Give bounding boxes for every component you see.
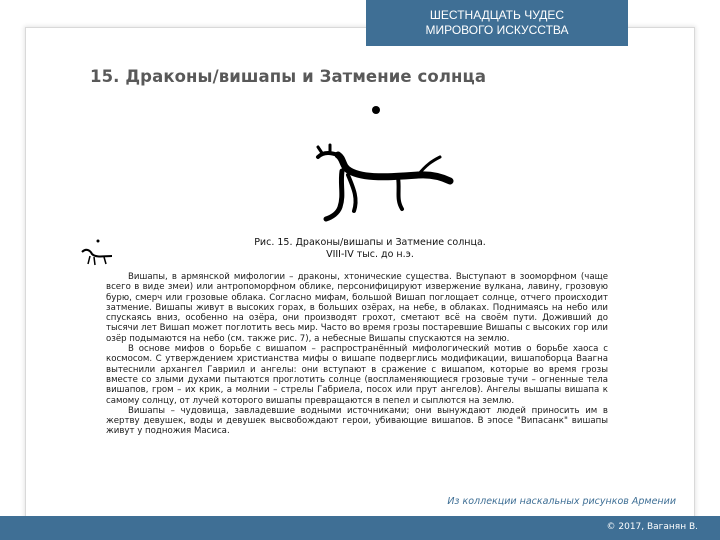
article-body <box>106 272 608 437</box>
banner-line-1: ШЕСТНАДЦАТЬ ЧУДЕС <box>429 8 565 22</box>
sun-dot <box>372 106 380 114</box>
figure-caption <box>220 237 520 261</box>
dragon-petroglyph-image <box>300 95 460 230</box>
paragraph: В основе мифов о борьбе с вишапом – распространённый мифологический мотив о борьбе хаоса с космосом. С утверждением христианства мифы о вишапе подверглись модификации, вишапоборца Ваагна вытеснили архангел Гавриил и ангелы: они вступают в сражение с вишапом, которые во время грозы вместе со злыми духами пытаются проглотить солнце (воспламеняющиеся грозовые тучи – огненные тела вишапов, гром – их крик, а молнии – стрелы Габриела, посох или прут ангелов). Ангелы вышапы вишапа к самому солнцу, от лучей которого вишапы превращаются в пепел и сыплются на землю. <box>106 344 608 406</box>
caption-line-2: VIII-IV тыс. до н.э. <box>326 249 414 260</box>
source-note: Из коллекции наскальных рисунков Армении <box>447 496 676 507</box>
copyright-text: © 2017, Ваганян В. <box>606 522 698 532</box>
caption-line-1: Рис. 15. Драконы/вишапы и Затмение солнца. <box>254 237 486 248</box>
page-title: 15. Драконы/вишапы и Затмение солнца <box>90 67 487 86</box>
dragon-figure <box>318 145 450 219</box>
banner-line-2: МИРОВОГО ИСКУССТВА <box>425 23 569 37</box>
header-banner <box>366 0 628 46</box>
paragraph: Вишапы, в армянской мифологии – драконы, хтонические существа. Выступают в зооморфном (чаще всего в виде змеи) или антропоморфном облике, персонифицируют извержение вулкана, лавину, грозовую бурю, смерч или грозовые облака. Согласно мифам, большой Вишап поглощает солнце, отчего происходит затмение. Вишапы живут в высоких горах, в больших озёрах, на небе, в облаках. Поднимаясь на небо или спускаясь вниз, особенно на озёра, они производят грохот, сметают всё на своём пути. Доживший до тысячи лет Вишап может поглотить весь мир. Часто во время грозы постаревшие Вишапы с высоких гор или озёр подымаются на небо (см. также рис. 7), а небесные Вишапы спускаются на землю. <box>106 272 608 344</box>
paragraph: Вишапы – чудовища, завладевшие водными источниками; они вынуждают людей приносить им в жертву девушек, воды и девушек высвобождают герои, убивающие вишапов. В эпосе "Випасанк" вишапы живут у подножия Масиса. <box>106 405 608 437</box>
petroglyph-thumbnail <box>80 238 114 268</box>
footer-bar <box>0 516 720 540</box>
